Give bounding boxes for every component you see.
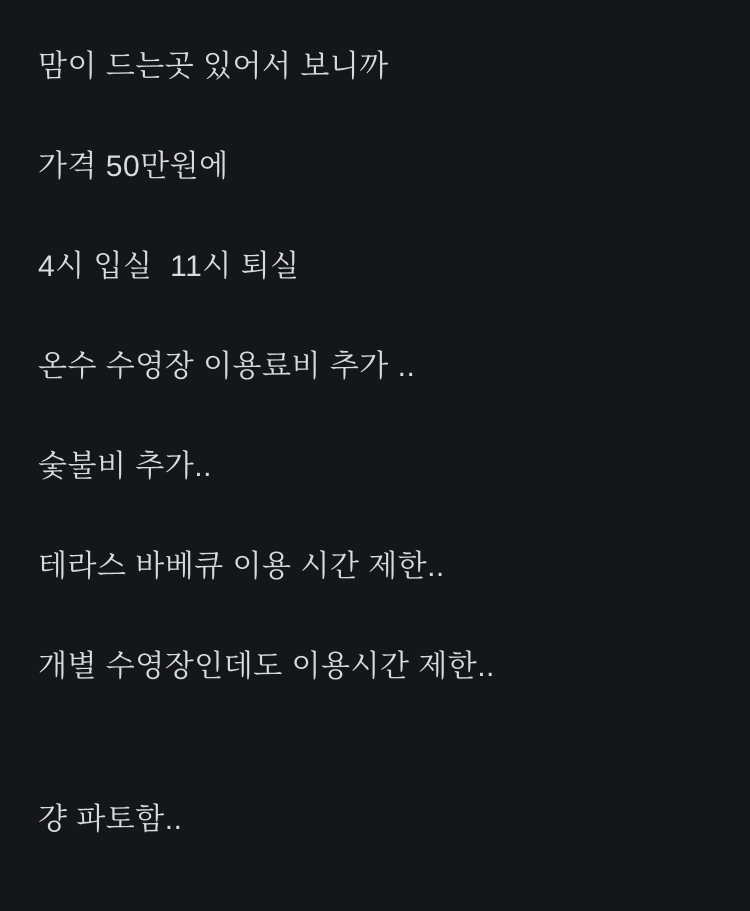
post-line: 테라스 바베큐 이용 시간 제한.. [38,550,445,583]
post-line: 4시 입실 11시 퇴실 [38,250,300,283]
post-line: 맘이 드는곳 있어서 보니까 [38,50,389,83]
post-line: 가격 50만원에 [38,150,229,183]
post-line: 걍 파토함.. [38,803,183,836]
post-line: 개별 수영장인데도 이용시간 제한.. [38,650,495,683]
post-line: 숯불비 추가.. [38,450,212,483]
post-line: 온수 수영장 이용료비 추가 .. [38,350,416,383]
